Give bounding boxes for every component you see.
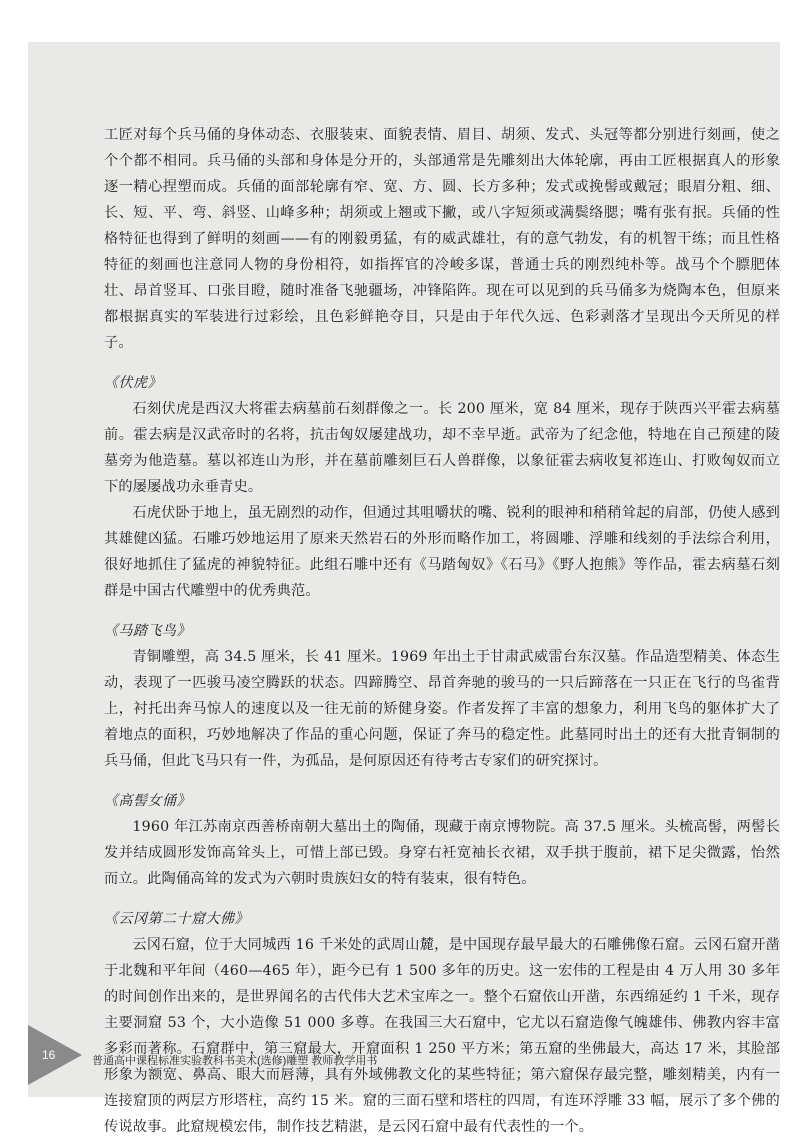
fuhu-paragraph-1: 石刻伏虎是西汉大将霍去病墓前石刻群像之一。长 200 厘米，宽 84 厘米，现存于陕西兴平霍去病墓前。霍去病是汉武帝时的名将，抗击匈奴屡建战功，却不幸早逝。武帝为了纪念他，特地在自己预建的陵墓旁为他造墓。墓以祁连山为形，并在墓前雕刻巨石人兽群像，以象征霍去病收复祁连山、打败匈奴而立下的屡屡战功永垂青史。	[104, 401, 780, 495]
section-title-matafeiniao: 《马踏飞鸟》	[104, 623, 191, 639]
page-content	[104, 122, 780, 1140]
section-title-yungang: 《云冈第二十窟大佛》	[104, 911, 249, 927]
footer-book-title: 普通高中课程标准实验教科书美术(选修)雕塑 教师教学用书	[92, 1055, 378, 1067]
gaojinvyong-paragraph: 1960 年江苏南京西善桥南朝大墓出土的陶俑，现藏于南京博物院。高 37.5 厘米。头梳高髻，两髻长发并结成圆形发饰高耸头上，可惜上部已毁。身穿右衽宽袖长衣裙，双手拱于腹前，裙下足尖微露，怡然而立。此陶俑高耸的发式为六朝时贵族妇女的特有装束，很有特色。	[104, 819, 780, 887]
fuhu-paragraph-2: 石虎伏卧于地上，虽无剧烈的动作，但通过其咀嚼状的嘴、锐利的眼神和稍稍耸起的肩部，仍使人感到其雄健凶猛。石雕巧妙地运用了原来天然岩石的外形而略作加工，将圆雕、浮雕和线刻的手法综合利用，很好地抓住了猛虎的神貌特征。此组石雕中还有《马踏匈奴》《石马》《野人抱熊》等作品，霍去病墓石刻群是中国古代雕塑中的优秀典范。	[104, 505, 780, 599]
yungang-paragraph: 云冈石窟，位于大同城西 16 千米处的武周山麓，是中国现存最早最大的石雕佛像石窟。云冈石窟开凿于北魏和平年间（460—465 年），距今已有 1 500 多年的历史。这一宏伟的工程是由 4 万人用 30 多年的时间创作出来的，是世界闻名的古代伟大艺术宝库之一。整个石窟依山开凿，东西绵延约 1 千米，现存主要洞窟 53 个，大小造像 51 000 多尊。在我国三大石窟中，它尤以石窟造像气魄雄伟、佛教内容丰富多彩而著称。石窟群中，第三窟最大，开窟面积 1 250 平方米；第五窟的坐佛最大，高达 17 米，其脸部形象为额宽、鼻高、眼大而唇薄，具有外域佛教文化的某些特征；第六窟保存最完整，雕刻精美，内有一连接窟顶的两层方形塔柱，高约 15 米。窟的三面石壁和塔柱的四周，有连环浮雕 33 幅，展示了多个佛的传说故事。此窟规模宏伟，制作技艺精湛，是云冈石窟中最有代表性的一个。	[104, 937, 780, 1135]
book-page	[28, 42, 780, 1135]
section-title-gaojinvyong: 《高髻女俑》	[104, 793, 191, 809]
section-title-fuhu: 《伏虎》	[104, 375, 162, 391]
matafeiniao-paragraph: 青铜雕塑，高 34.5 厘米，长 41 厘米。1969 年出土于甘肃武威雷台东汉墓。作品造型精美、体态生动，表现了一匹骏马凌空腾跃的状态。四蹄腾空、昂首奔驰的骏马的一只后蹄落在一只正在飞行的鸟雀背上，衬托出奔马惊人的速度以及一往无前的矫健身姿。作者发挥了丰富的想象力，利用飞鸟的躯体扩大了着地点的面积，巧妙地解决了作品的重心问题，保证了奔马的稳定性。此墓同时出土的还有大批青铜制的兵马俑，但此飞马只有一件，为孤品，是何原因还有待考古专家们的研究探讨。	[104, 649, 780, 769]
intro-paragraph: 工匠对每个兵马俑的身体动态、衣服装束、面貌表情、眉目、胡须、发式、头冠等都分别进行刻画，使之个个都不相同。兵马俑的头部和身体是分开的，头部通常是先雕刻出大体轮廓，再由工匠根据真人的形象逐一精心捏塑而成。兵俑的面部轮廓有窄、宽、方、圆、长方多种；发式或挽髻或戴冠；眼眉分粗、细、长、短、平、弯、斜竖、山峰多种；胡须或上翘或下撇，或八字短须或满鬓络腮；嘴有张有抿。兵俑的性格特征也得到了鲜明的刻画——有的刚毅勇猛，有的威武雄壮，有的意气勃发，有的机智干练；而且性格特征的刻画也注意同人物的身份相符，如指挥官的冷峻多谋，普通士兵的刚烈纯朴等。战马个个膘肥体壮、昂首竖耳、口张目瞪，随时准备飞驰疆场，冲锋陷阵。现在可以见到的兵马俑多为烧陶本色，但原来都根据真实的军装进行过彩绘，且色彩鲜艳夺目，只是由于年代久远、色彩剥落才呈现出今天所见的样子。	[104, 127, 780, 351]
page-number: 16	[42, 1048, 56, 1062]
